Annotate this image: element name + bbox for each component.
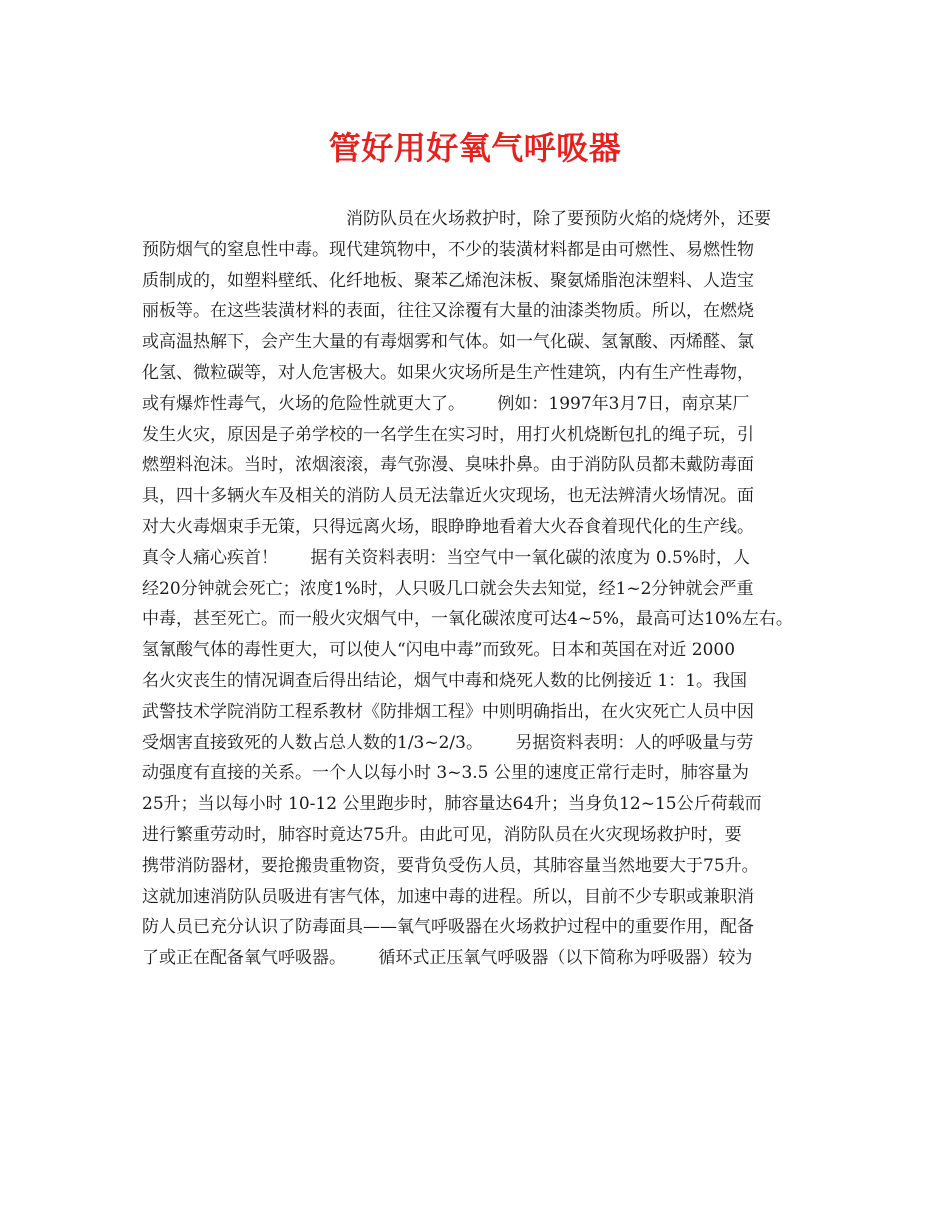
paragraph-line: 携带消防器材，要抢搬贵重物资，要背负受伤人员，其肺容量当然地要大于75升。 bbox=[142, 855, 759, 876]
paragraph-line: 中毒，甚至死亡。而一般火灾烟气中，一氧化碳浓度可达4~5%，最高可达10%左右。 bbox=[142, 609, 793, 630]
paragraph-line: 或高温热解下，会产生大量的有毒烟雾和气体。如一气化碳、氢氰酸、丙烯醛、氯 bbox=[142, 332, 754, 353]
paragraph-line: 进行繁重劳动时，肺容时竟达75升。由此可见，消防队员在火灾现场救护时，要 bbox=[142, 824, 742, 845]
paragraph-line: 质制成的，如塑料壁纸、化纤地板、聚苯乙烯泡沫板、聚氨烯脂泡沫塑料、人造宝 bbox=[142, 270, 754, 291]
paragraph-line: 了或正在配备氧气呼吸器。 循环式正压氧气呼吸器（以下简称为呼吸器）较为 bbox=[142, 948, 753, 969]
paragraph-line: 经20分钟就会死亡；浓度1%时，人只吸几口就会失去知觉，经1~2分钟就会严重 bbox=[142, 578, 754, 599]
paragraph-line: 消防队员在火场救护时，除了要预防火焰的烧烤外，还要 bbox=[346, 209, 771, 229]
paragraph-line: 防人员已充分认识了防毒面具——氧气呼吸器在火场救护过程中的重要作用，配备 bbox=[142, 917, 754, 938]
paragraph-line: 或有爆炸性毒气，火场的危险性就更大了。 例如：1997年3月7日，南京某厂 bbox=[142, 393, 750, 414]
paragraph-line: 武警技术学院消防工程系教材《防排烟工程》中则明确指出，在火灾死亡人员中因 bbox=[142, 701, 754, 722]
paragraph-line: 动强度有直接的关系。一个人以每小时 3~3.5 公里的速度正常行走时，肺容量为 bbox=[142, 763, 749, 784]
paragraph-line: 预防烟气的窒息性中毒。现代建筑物中，不少的装潢材料都是由可燃性、易燃性物 bbox=[142, 239, 754, 260]
paragraph-line: 25升；当以每小时 10-12 公里跑步时，肺容量达64升；当身负12~15公斤荷载而 bbox=[142, 794, 762, 815]
paragraph-line: 化氢、微粒碳等，对人危害极大。如果火灾场所是生产性建筑，内有生产性毒物， bbox=[142, 362, 754, 383]
document-body bbox=[142, 204, 822, 974]
paragraph-line: 燃塑料泡沫。当时，浓烟滚滚，毒气弥漫、臭味扑鼻。由于消防队员都未戴防毒面 bbox=[142, 455, 754, 476]
paragraph-line: 受烟害直接致死的人数占总人数的1/3~2/3。 另据资料表明：人的呼吸量与劳 bbox=[142, 732, 754, 753]
paragraph-line: 氢氰酸气体的毒性更大，可以使人“闪电中毒”而致死。日本和英国在对近 2000 bbox=[142, 640, 736, 661]
paragraph-line: 具，四十多辆火车及相关的消防人员无法靠近火灾现场，也无法辨清火场情况。面 bbox=[142, 486, 754, 507]
paragraph-line: 名火灾丧生的情况调查后得出结论，烟气中毒和烧死人数的比例接近 1：1。我国 bbox=[142, 670, 748, 691]
paragraph-line: 对大火毒烟束手无策，只得远离火场，眼睁睁地看着大火吞食着现代化的生产线。 bbox=[142, 516, 754, 537]
document-title: 管好用好氧气呼吸器 bbox=[328, 129, 622, 167]
paragraph-line: 真令人痛心疾首！ 据有关资料表明：当空气中一氧化碳的浓度为 0.5%时，人 bbox=[142, 547, 751, 568]
paragraph-line: 这就加速消防队员吸进有害气体，加速中毒的进程。所以，目前不少专职或兼职消 bbox=[142, 886, 754, 907]
paragraph-line: 丽板等。在这些装潢材料的表面，往往又涂覆有大量的油漆类物质。所以，在燃烧 bbox=[142, 301, 754, 322]
paragraph-line: 发生火灾，原因是子弟学校的一名学生在实习时，用打火机烧断包扎的绳子玩，引 bbox=[142, 424, 754, 445]
